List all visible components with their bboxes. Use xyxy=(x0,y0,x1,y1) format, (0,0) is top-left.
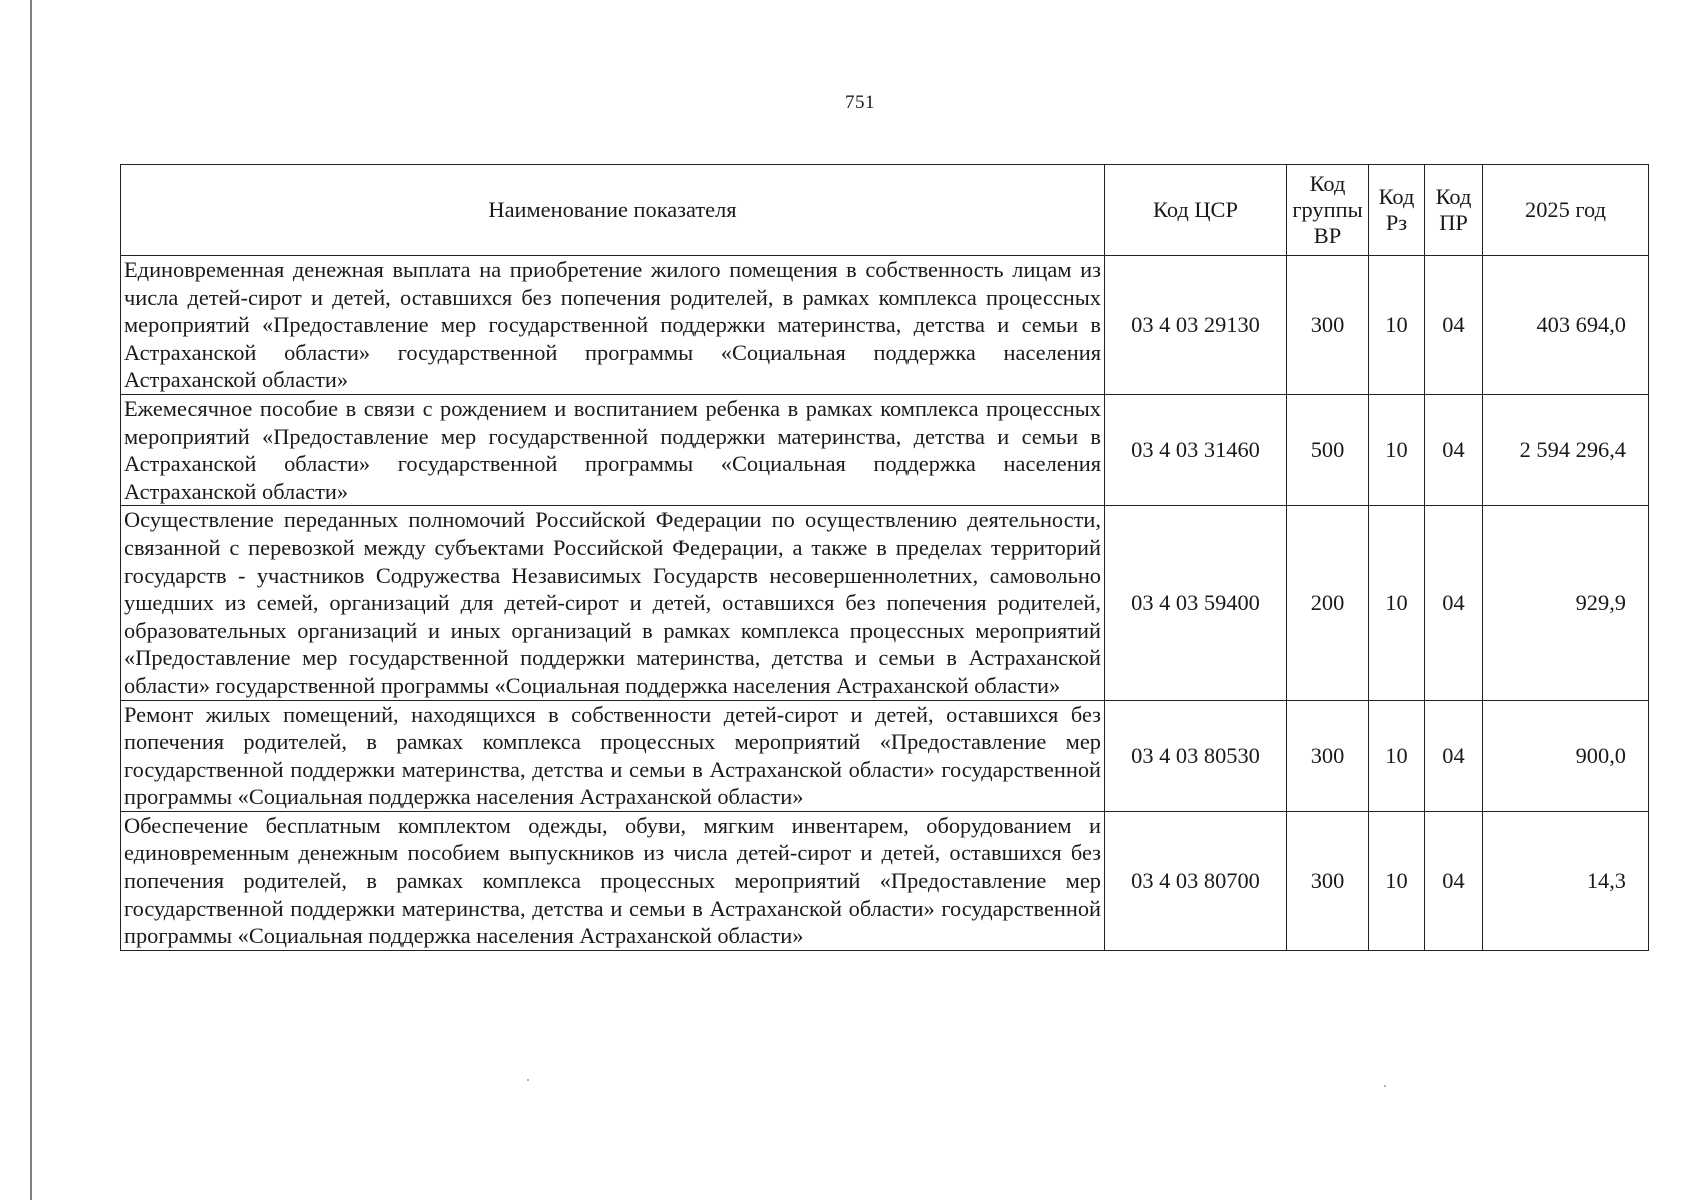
table-row xyxy=(121,394,1649,505)
page-number: 751 xyxy=(845,92,875,113)
header-amount-2025: 2025 год xyxy=(1483,165,1649,256)
scan-speck xyxy=(1384,1085,1386,1087)
header-rz-code: Код Рз xyxy=(1369,165,1425,256)
row-pr-code: 04 xyxy=(1425,506,1483,700)
header-name: Наименование показателя xyxy=(121,165,1105,256)
row-csr-code: 03 4 03 29130 xyxy=(1105,256,1287,395)
scan-edge-line xyxy=(30,0,32,1200)
row-pr-code: 04 xyxy=(1425,700,1483,811)
row-rz-code: 10 xyxy=(1369,256,1425,395)
scan-speck xyxy=(527,1079,529,1081)
row-amount: 900,0 xyxy=(1483,700,1649,811)
row-vr-code: 300 xyxy=(1287,811,1369,950)
row-rz-code: 10 xyxy=(1369,506,1425,700)
header-pr-code: Код ПР xyxy=(1425,165,1483,256)
table-row xyxy=(121,700,1649,811)
budget-table xyxy=(120,164,1649,951)
row-vr-code: 300 xyxy=(1287,256,1369,395)
row-csr-code: 03 4 03 31460 xyxy=(1105,394,1287,505)
row-amount: 929,9 xyxy=(1483,506,1649,700)
row-rz-code: 10 xyxy=(1369,394,1425,505)
row-pr-code: 04 xyxy=(1425,811,1483,950)
row-name: Единовременная денежная выплата на приобретение жилого помещения в собственность лицам из числа детей-сирот и детей, оставшихся без попечения родителей, в рамках комплекса процессных мероприятий «Предоставление мер государственной поддержки материнства, детства и семьи в Астраханской области» государственной программы «Социальная поддержка населения Астраханской области» xyxy=(121,256,1105,395)
row-csr-code: 03 4 03 80530 xyxy=(1105,700,1287,811)
row-amount: 2 594 296,4 xyxy=(1483,394,1649,505)
row-amount: 403 694,0 xyxy=(1483,256,1649,395)
row-pr-code: 04 xyxy=(1425,394,1483,505)
row-vr-code: 300 xyxy=(1287,700,1369,811)
row-rz-code: 10 xyxy=(1369,700,1425,811)
row-csr-code: 03 4 03 59400 xyxy=(1105,506,1287,700)
row-csr-code: 03 4 03 80700 xyxy=(1105,811,1287,950)
table-row xyxy=(121,506,1649,700)
header-vr-code: Код группы ВР xyxy=(1287,165,1369,256)
row-name: Осуществление переданных полномочий Российской Федерации по осуществлению деятельности, связанной с перевозкой между субъектами Российской Федерации, а также в пределах территорий государств - участников Содружества Независимых Государств несовершеннолетних, самовольно ушедших из семей, организаций для детей-сирот и детей, оставшихся без попечения родителей, образовательных организаций и иных организаций в рамках комплекса процессных мероприятий «Предоставление мер государственной поддержки материнства, детства и семьи в Астраханской области» государственной программы «Социальная поддержка населения Астраханской области» xyxy=(121,506,1105,700)
table-row xyxy=(121,811,1649,950)
row-name: Ежемесячное пособие в связи с рождением и воспитанием ребенка в рамках комплекса процессных мероприятий «Предоставление мер государственной поддержки материнства, детства и семьи в Астраханской области» государственной программы «Социальная поддержка населения Астраханской области» xyxy=(121,394,1105,505)
row-name: Обеспечение бесплатным комплектом одежды, обуви, мягким инвентарем, оборудованием и единовременным денежным пособием выпускников из числа детей-сирот и детей, оставшихся без попечения родителей, в рамках комплекса процессных мероприятий «Предоставление мер государственной поддержки материнства, детства и семьи в Астраханской области» государственной программы «Социальная поддержка населения Астраханской области» xyxy=(121,811,1105,950)
row-vr-code: 500 xyxy=(1287,394,1369,505)
table-header-row xyxy=(121,165,1649,256)
row-amount: 14,3 xyxy=(1483,811,1649,950)
row-rz-code: 10 xyxy=(1369,811,1425,950)
row-name: Ремонт жилых помещений, находящихся в собственности детей-сирот и детей, оставшихся без попечения родителей, в рамках комплекса процессных мероприятий «Предоставление мер государственной поддержки материнства, детства и семьи в Астраханской области» государственной программы «Социальная поддержка населения Астраханской области» xyxy=(121,700,1105,811)
table-row xyxy=(121,256,1649,395)
row-vr-code: 200 xyxy=(1287,506,1369,700)
header-csr-code: Код ЦСР xyxy=(1105,165,1287,256)
row-pr-code: 04 xyxy=(1425,256,1483,395)
